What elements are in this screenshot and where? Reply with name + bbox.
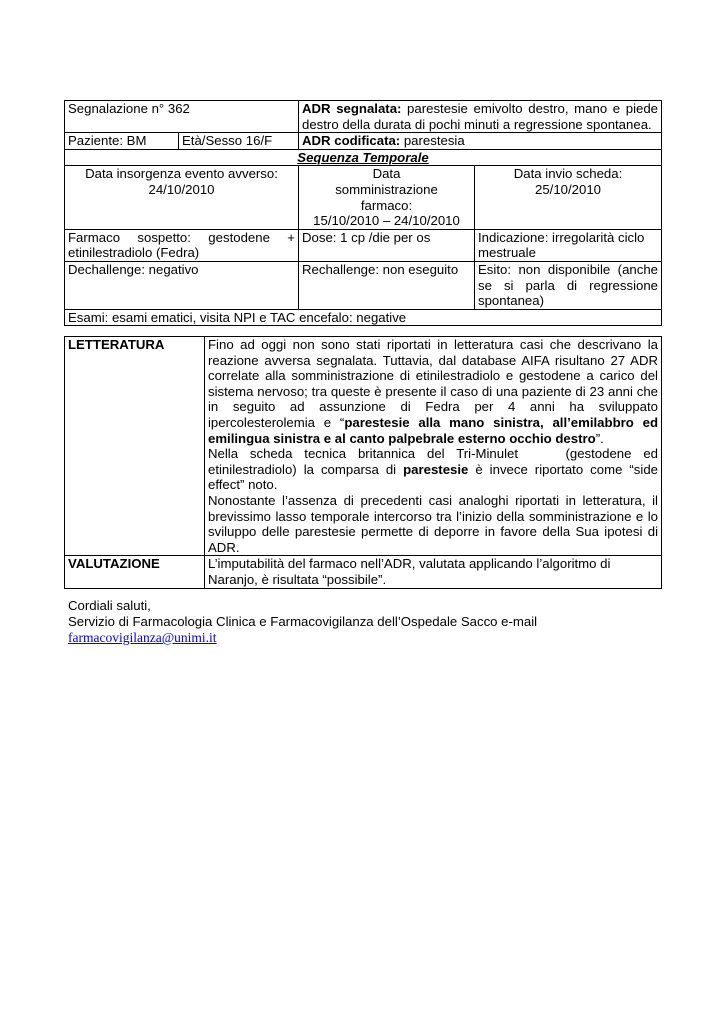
indicazione-cell <box>475 229 662 261</box>
letteratura-row <box>65 337 662 556</box>
eta-sesso-cell <box>179 133 299 150</box>
esami-cell <box>65 309 662 326</box>
servizio-signature: Servizio di Farmacologia Clinica e Farmacovigilanza dell’Ospedale Sacco e-mail <box>68 614 538 629</box>
data-insorgenza-value: 24/10/2010 <box>148 181 215 197</box>
esami: Esami: esami ematici, visita NPI e TAC encefalo: negative <box>68 309 407 325</box>
letteratura-text-cell <box>205 337 662 556</box>
farmaco-cell <box>65 229 299 261</box>
letteratura-paragraph-1 <box>208 337 658 446</box>
email-link[interactable]: farmacovigilanza@unimi.it <box>68 630 217 645</box>
adr-segnalata-label: ADR segnalata: <box>302 101 402 116</box>
scheda-tecnica-text: Nella scheda tecnica britannica del Tri-Minulet (gestodene ed etinilestradiolo) la comparsa di <box>208 446 662 477</box>
rechallenge-cell <box>299 261 475 309</box>
sequenza-temporale-header: Sequenza Temporale <box>65 149 662 166</box>
indicazione: Indicazione: irregolarità ciclo mestruale <box>478 229 645 261</box>
report-row-challenge <box>65 261 662 309</box>
dose-cell <box>299 229 475 261</box>
report-row-patient <box>65 133 662 150</box>
dose: Dose: 1 cp /die per os <box>302 229 431 245</box>
data-somministrazione-label: Data somministrazione farmaco: <box>335 166 438 213</box>
letteratura-text-end: ”. <box>595 430 604 446</box>
report-row-header <box>65 101 662 133</box>
data-insorgenza-label: Data insorgenza evento avverso: <box>85 166 278 182</box>
adr-codificata-label: ADR codificata: <box>302 133 401 149</box>
rechallenge: Rechallenge: non eseguito <box>302 261 459 277</box>
valutazione-label: VALUTAZIONE <box>68 556 160 572</box>
segnalazione-cell <box>65 101 299 133</box>
segnalazione-number: Segnalazione n° 362 <box>68 101 190 116</box>
closing-section <box>68 598 537 646</box>
letteratura-label: LETTERATURA <box>68 337 165 352</box>
adr-codificata-value: parestesia <box>400 133 465 149</box>
letteratura-paragraph-3: Nonostante l’assenza di precedenti casi analoghi riportati in letteratura, il brevissimo lasso temporale intercorso tra l’inizio della somministrazione e lo sviluppo delle parestesie permette di deporre in favore della Sua ipotesi di ADR. <box>208 492 658 555</box>
adr-segnalata-cell <box>299 101 662 133</box>
valutazione-row <box>65 556 662 588</box>
farmaco-sospetto: Farmaco sospetto: gestodene + etinilestradiolo (Fedra) <box>68 229 295 261</box>
adr-segnalata-value: parestesie emivolto destro, mano e piede destro della durata di pochi minuti a regressione spontanea. <box>302 101 659 132</box>
report-row-dates <box>65 166 662 229</box>
letteratura-text: Fino ad oggi non sono stati riportati in letteratura casi che descrivano la reazione avversa segnalata. Tuttavia, dal database AIFA risultano 27 ADR correlate alla somministrazione di etinilestradiolo e gestodene a carico del sistema nervoso; tra queste è presente il caso di una paziente di 23 anni che in seguito ad assunzione di Fedra per 4 anni ha sviluppato ipercolesterolemia e “ <box>208 337 658 430</box>
letteratura-paragraph-2 <box>208 446 662 493</box>
letteratura-quote-bold: parestesie alla mano sinistra, all’emilabbro ed emilingua sinistra e al canto palpebrale esterno occhio destro <box>208 414 658 446</box>
evaluation-table <box>64 336 662 589</box>
parestesie-bold: parestesie <box>403 461 469 477</box>
valutazione-label-cell <box>65 556 205 588</box>
esito: Esito: non disponibile (anche se si parla di regressione spontanea) <box>478 261 659 309</box>
side-effect-text: è invece riportato come “side effect” noto. <box>208 461 659 493</box>
report-row-farmaco <box>65 229 662 261</box>
adr-report-table <box>64 100 662 326</box>
data-insorgenza-cell <box>65 166 299 229</box>
dechallenge: Dechallenge: negativo <box>68 261 199 277</box>
letteratura-label-cell <box>65 337 205 556</box>
data-invio-label: Data invio scheda: <box>513 166 623 182</box>
report-row-esami <box>65 309 662 326</box>
adr-codificata-cell <box>299 133 662 150</box>
data-somministrazione-value: 15/10/2010 – 24/10/2010 <box>313 213 460 229</box>
paziente-cell <box>65 133 179 150</box>
esito-cell <box>475 261 662 309</box>
paziente: Paziente: BM <box>68 133 147 149</box>
cordiali-saluti: Cordiali saluti, <box>68 598 151 613</box>
valutazione-text: L’imputabilità del farmaco nell’ADR, valutata applicando l’algoritmo di Naranjo, è risultata “possibile”. <box>208 556 611 587</box>
data-invio-cell <box>475 166 662 229</box>
data-invio-value: 25/10/2010 <box>535 181 602 197</box>
data-somministrazione-cell <box>299 166 475 229</box>
report-row-sequenza <box>65 149 662 166</box>
valutazione-text-cell <box>205 556 662 588</box>
eta-sesso: Età/Sesso 16/F <box>182 133 273 149</box>
dechallenge-cell <box>65 261 299 309</box>
